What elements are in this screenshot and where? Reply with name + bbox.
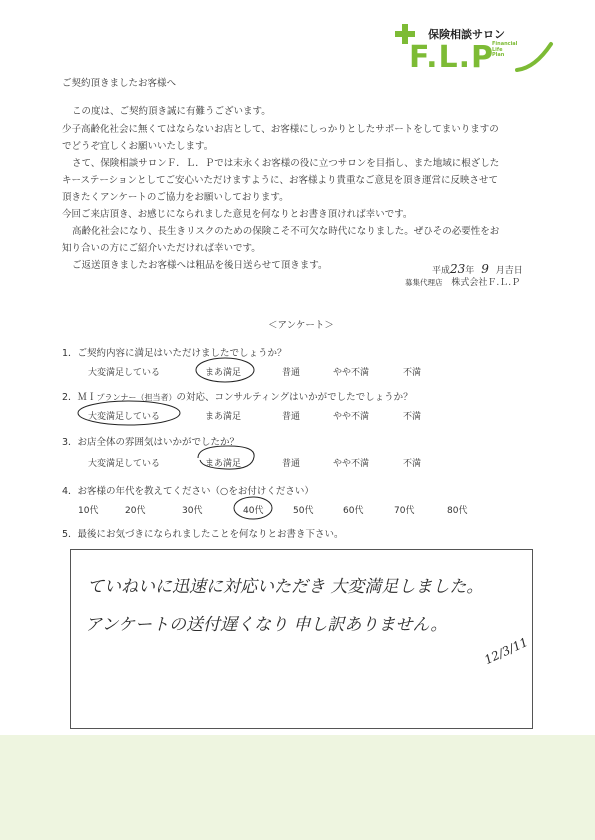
q1-option[interactable]: 大変満足している: [88, 368, 161, 378]
q4-option[interactable]: 70代: [394, 506, 415, 516]
q4-option[interactable]: 20代: [125, 506, 146, 516]
q1-option[interactable]: やや不満: [333, 368, 370, 378]
q4-option[interactable]: 10代: [78, 506, 99, 516]
q3-option[interactable]: 不満: [403, 459, 422, 469]
q4-option[interactable]: 30代: [182, 506, 203, 516]
logo-text-jp: 保険相談サロン: [428, 28, 505, 41]
greeting: ご契約頂きましたお客様へ: [62, 78, 177, 89]
q4-option[interactable]: 60代: [343, 506, 364, 516]
question-1: 1．ご契約内容に満足はいただけましたでしょうか？: [62, 348, 287, 359]
q3-option[interactable]: 大変満足している: [88, 459, 161, 469]
q3-selected-circle: [194, 440, 262, 474]
q4-option[interactable]: 40代: [243, 506, 264, 516]
letter-date: 平成23年 9 月吉日: [432, 262, 523, 276]
agency: 募集代理店 株式会社Ｆ.Ｌ.Ｐ: [405, 278, 521, 288]
q3-option[interactable]: 普通: [282, 459, 301, 469]
q1-option[interactable]: まあ満足: [205, 368, 242, 378]
question-3: 3．お店全体の雰囲気はいかがでしたか？: [62, 437, 240, 448]
logo-swoosh-icon: [513, 40, 555, 74]
survey-title: ＜アンケート＞: [268, 320, 334, 331]
answer-line-2: アンケートの送付遅くなり 申し訳ありません。: [85, 615, 448, 635]
q2-option[interactable]: まあ満足: [205, 412, 242, 422]
logo-text-flp: F.L.P: [409, 40, 494, 75]
q3-option[interactable]: やや不満: [333, 459, 370, 469]
logo-tagline: Financial Life Plan: [492, 41, 518, 58]
q2-option[interactable]: 不満: [403, 412, 422, 422]
answer-date: 12/3/11: [482, 634, 531, 668]
q2-option[interactable]: やや不満: [333, 412, 370, 422]
q1-selected-circle: [194, 355, 256, 385]
logo: [395, 22, 555, 82]
q2-option[interactable]: 大変満足している: [88, 412, 161, 422]
question-4: 4．お客様の年代を教えてください（○をお付けください）: [62, 486, 314, 497]
q1-option[interactable]: 不満: [403, 368, 422, 378]
q1-option[interactable]: 普通: [282, 368, 301, 378]
footer-band: [0, 735, 595, 840]
q3-option[interactable]: まあ満足: [205, 459, 242, 469]
q2-option[interactable]: 普通: [282, 412, 301, 422]
question-2: 2．ＭＩプランナー（担当者）の対応、コンサルティングはいかがでしたでしょうか？: [62, 392, 413, 403]
answer-box[interactable]: [70, 549, 533, 729]
q4-selected-circle: [232, 494, 274, 522]
q4-option[interactable]: 50代: [293, 506, 314, 516]
question-5: 5．最後にお気づきになられましたことを何なりとお書き下さい。: [62, 529, 344, 540]
q4-option[interactable]: 80代: [447, 506, 468, 516]
answer-line-1: ていねいに迅速に対応いただき 大変満足しました。: [87, 577, 484, 597]
q2-selected-circle: [76, 398, 182, 428]
